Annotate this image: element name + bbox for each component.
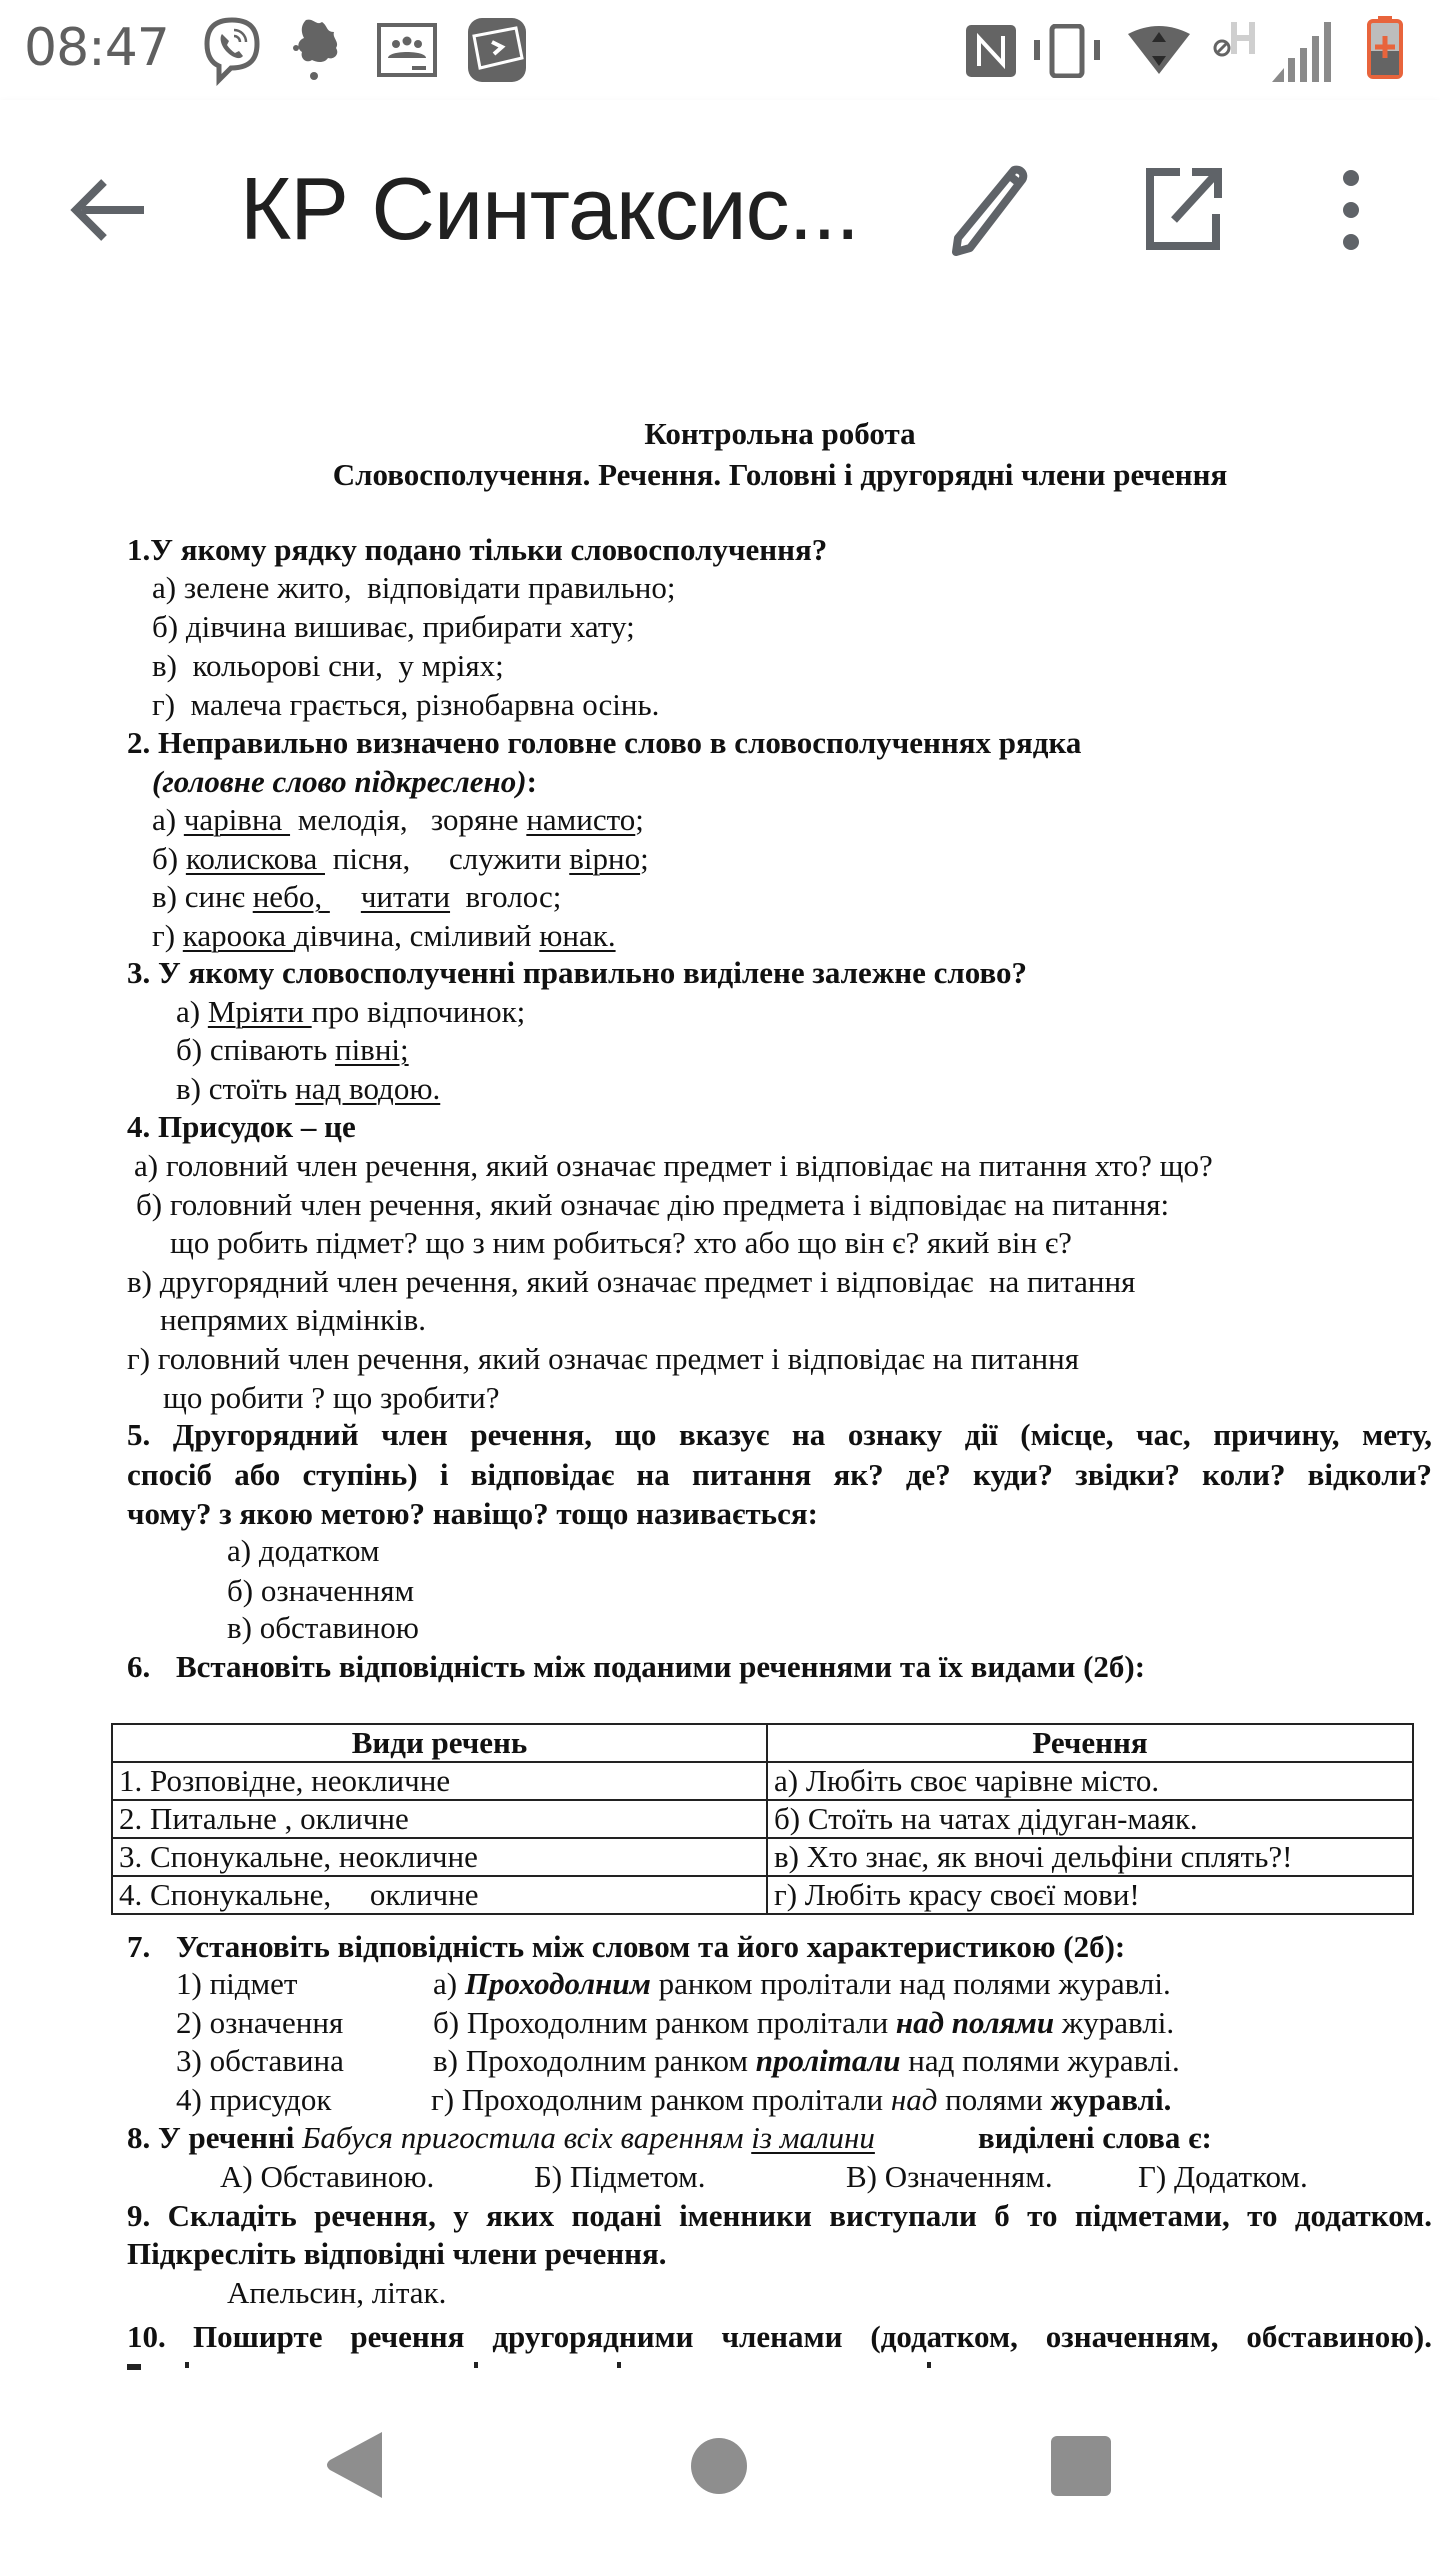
underlined-word: читати: [360, 879, 451, 914]
q7-sentence-c: [433, 2042, 1180, 2080]
q1-option-d: г) малеча грається, різнобарвна осінь.: [152, 687, 660, 722]
option-prefix: а): [152, 802, 184, 837]
underlined-word: небо,: [252, 879, 330, 914]
q2-option-b: [152, 840, 649, 878]
option-text: дівчина, сміливий: [293, 918, 540, 953]
option-prefix: а): [176, 994, 208, 1029]
option-prefix: г): [152, 918, 183, 953]
question-3: 3. У якому словосполученні правильно виділене залежне слово?: [127, 955, 1027, 990]
q1-option-a: а) зелене жито, відповідати правильно;: [152, 570, 676, 605]
option-prefix: б) співають: [176, 1032, 335, 1067]
option-text: про відпочинок;: [311, 994, 526, 1029]
q8-option-d: Г) Додатком.: [1138, 2159, 1308, 2194]
sentence-text: б) Проходолним ранком пролітали: [433, 2005, 896, 2040]
q3-option-a: [176, 993, 525, 1031]
q3-option-b: [176, 1031, 409, 1069]
q8-option-a: А) Обставиною.: [220, 2159, 435, 2194]
option-prefix: в) синє: [152, 879, 253, 914]
q3-option-c: [176, 1070, 440, 1108]
q5-option-c: в) обставиною: [227, 1610, 419, 1645]
pencil-icon: [944, 162, 1034, 258]
classroom-icon: [376, 22, 438, 78]
question-1: 1.У якому рядку подано тільки словосполучення?: [127, 532, 828, 567]
nav-home-button[interactable]: [690, 2437, 748, 2495]
signal-icon: [1270, 18, 1334, 84]
question-9-line-1: 9. Складіть речення, у яких подані іменники виступали б то підметами, то додатком.: [127, 2198, 1432, 2233]
table-cell: в) Хто знає, як вночі дельфіни сплять?!: [767, 1838, 1413, 1876]
navigation-bar: [0, 2370, 1440, 2560]
arrow-back-icon: [60, 170, 156, 250]
app-bar: [0, 100, 1440, 323]
document-title: КР Синтаксис...: [240, 159, 859, 258]
option-text: ;: [635, 802, 644, 837]
question-8: [127, 2119, 875, 2157]
question-5-line-3: чому? з якою метою? навіщо? тощо називається:: [127, 1496, 818, 1531]
underlined-word: намисто: [526, 802, 636, 837]
table-cell: 2. Питальне , окличне: [112, 1800, 767, 1838]
underlined-word: чарівна: [183, 802, 291, 837]
q7-sentence-d: [431, 2081, 1171, 2119]
more-vert-icon: [1326, 168, 1376, 254]
underlined-word: вірно: [569, 841, 641, 876]
highlighted-word: пролітали: [755, 2043, 901, 2078]
table-header: Види речень: [112, 1724, 767, 1762]
sentence-text: журавлі.: [1054, 2005, 1175, 2040]
q5-option-b: б) означенням: [227, 1573, 415, 1608]
q8-option-b: Б) Підметом.: [534, 2159, 706, 2194]
q8-option-c: В) Означенням.: [846, 2159, 1053, 2194]
q2-note-text: (головне слово підкреслено): [152, 764, 527, 799]
table-cell: б) Стоїть на чатах дідуган-маяк.: [767, 1800, 1413, 1838]
open-in-new-icon: [1140, 164, 1226, 254]
question-10-number: 10.: [127, 2319, 166, 2354]
sentence-text: г) Проходолним ранком пролітали: [431, 2082, 891, 2117]
q7-term-1: 1) підмет: [176, 1966, 298, 2001]
table-cell: а) Любіть своє чарівне місто.: [767, 1762, 1413, 1800]
table-row: [112, 1838, 1413, 1876]
data-disabled-h-icon: [1212, 20, 1258, 64]
question-8-sentence: Бабуся пригостила всіх варенням: [302, 2120, 752, 2155]
viber-icon: [203, 16, 261, 86]
q4-option-a: а) головний член речення, який означає предмет і відповідає на питання хто? що?: [134, 1148, 1213, 1183]
q7-sentence-a: [433, 1965, 1171, 2003]
highlighted-word: над: [890, 2082, 938, 2117]
nav-back-triangle-icon: [322, 2430, 388, 2500]
question-2: 2. Неправильно визначено головне слово в словосполученнях рядка: [127, 725, 1082, 760]
status-bar: [0, 0, 1440, 100]
q1-option-b: б) дівчина вишиває, прибирати хату;: [152, 609, 635, 644]
sentence-text: а): [433, 1966, 465, 2001]
nav-recents-square-icon: [1050, 2435, 1112, 2497]
table-header: Речення: [767, 1724, 1413, 1762]
sentence-types-table: [111, 1723, 1414, 1915]
nfc-icon: [965, 24, 1017, 78]
q7-term-2: 2) означення: [176, 2005, 344, 2040]
underlined-word: Мріяти: [207, 994, 312, 1029]
question-8-prefix: 8. У реченні: [127, 2120, 303, 2155]
table-row: [112, 1762, 1413, 1800]
video-app-icon: [466, 16, 528, 84]
question-4: 4. Присудок – це: [127, 1109, 356, 1144]
clipped-line-fragment: [127, 2362, 1427, 2370]
option-prefix: б): [152, 841, 186, 876]
question-10: Поширте речення другорядними членами (додатком, означенням, обставиною).: [193, 2319, 1432, 2354]
sentence-text: ранком пролітали над полями журавлі.: [650, 1966, 1171, 2001]
underlined-word: колискова: [185, 841, 325, 876]
q4-option-c: в) другорядний член речення, який означає предмет і відповідає на питання: [127, 1264, 1136, 1299]
doc-title: Контрольна робота: [644, 416, 916, 451]
question-8-suffix: виділені слова є:: [978, 2120, 1212, 2155]
battery-charging-icon: [1366, 14, 1404, 80]
q2-option-a: [152, 801, 644, 839]
underlined-word: юнак.: [539, 918, 616, 953]
wifi-icon: [1126, 22, 1192, 76]
option-text: вголос;: [450, 879, 562, 914]
q2-option-c: [152, 878, 561, 916]
underlined-word: півні;: [334, 1032, 409, 1067]
q2-note: [152, 763, 537, 801]
document-page[interactable]: [0, 322, 1440, 2370]
q1-option-c: в) кольорові сни, у мріях;: [152, 648, 504, 683]
back-button[interactable]: [60, 170, 156, 250]
q4-option-b-cont: що робить підмет? що з ним робиться? хто або що він є? який він є?: [170, 1225, 1072, 1260]
q2-option-d: [152, 917, 616, 955]
table-cell: г) Любіть красу своєї мови!: [767, 1876, 1413, 1914]
table-header-row: [112, 1724, 1413, 1762]
option-text: ;: [640, 841, 649, 876]
question-7-number: 7.: [127, 1929, 151, 1964]
question-6-number: 6.: [127, 1649, 151, 1684]
q4-option-d: г) головний член речення, який означає предмет і відповідає на питання: [127, 1341, 1079, 1376]
question-9-line-2: Підкресліть відповідні члени речення.: [127, 2236, 667, 2271]
open-in-new-button[interactable]: [1140, 164, 1226, 254]
question-5-line-2: спосіб або ступінь) і відповідає на питання як? де? куди? звідки? коли? відколи?: [127, 1457, 1432, 1492]
q2-note-colon: :: [526, 764, 537, 799]
option-text: [330, 879, 361, 914]
table-row: [112, 1876, 1413, 1914]
edit-button[interactable]: [944, 162, 1034, 258]
sentence-text: полями: [937, 2082, 1051, 2117]
q9-words: Апельсин, літак.: [227, 2275, 447, 2310]
table-cell: 1. Розповідне, неокличне: [112, 1762, 767, 1800]
table-row: [112, 1800, 1413, 1838]
q7-term-4: 4) присудок: [176, 2082, 332, 2117]
status-time: 08:47: [24, 18, 169, 78]
q7-term-3: 3) обставина: [176, 2043, 344, 2078]
highlighted-word: журавлі.: [1050, 2082, 1172, 2117]
highlighted-word: над полями: [895, 2005, 1055, 2040]
nav-back-button[interactable]: [322, 2430, 388, 2500]
option-prefix: в) стоїть: [176, 1071, 296, 1106]
highlighted-word: Проходолним: [464, 1966, 651, 2001]
nav-recents-button[interactable]: [1050, 2435, 1112, 2497]
q7-sentence-b: [433, 2004, 1174, 2042]
table-cell: 3. Спонукальне, неокличне: [112, 1838, 767, 1876]
leaf-notification-icon: [290, 16, 350, 82]
q4-option-d-cont: що робити ? що зробити?: [163, 1380, 500, 1415]
more-options-button[interactable]: [1326, 168, 1376, 254]
underlined-word: кароока: [182, 918, 294, 953]
option-text: мелодія, зоряне: [290, 802, 527, 837]
q4-option-c-cont: непрямих відмінків.: [160, 1302, 427, 1337]
question-6: Встановіть відповідність між поданими реченнями та їх видами (2б):: [176, 1649, 1146, 1684]
underlined-word: над водою.: [295, 1071, 441, 1106]
q5-option-a: а) додатком: [227, 1533, 380, 1568]
question-5-line-1: 5. Другорядний член речення, що вказує на ознаку дії (місце, час, причину, мету,: [127, 1417, 1432, 1452]
option-text: пісня, служити: [324, 841, 570, 876]
q4-option-b: б) головний член речення, який означає дію предмета і відповідає на питання:: [136, 1187, 1170, 1222]
table-cell: 4. Спонукальне, окличне: [112, 1876, 767, 1914]
sentence-text: в) Проходолним ранком: [433, 2043, 756, 2078]
question-7: Установіть відповідність між словом та його характеристикою (2б):: [176, 1929, 1126, 1964]
sentence-text: над полями журавлі.: [900, 2043, 1180, 2078]
vibrate-icon: [1032, 24, 1102, 78]
nav-home-circle-icon: [690, 2437, 748, 2495]
doc-subtitle: Словосполучення. Речення. Головні і другорядні члени речення: [332, 457, 1228, 492]
question-8-underlined: із малини: [751, 2120, 875, 2155]
